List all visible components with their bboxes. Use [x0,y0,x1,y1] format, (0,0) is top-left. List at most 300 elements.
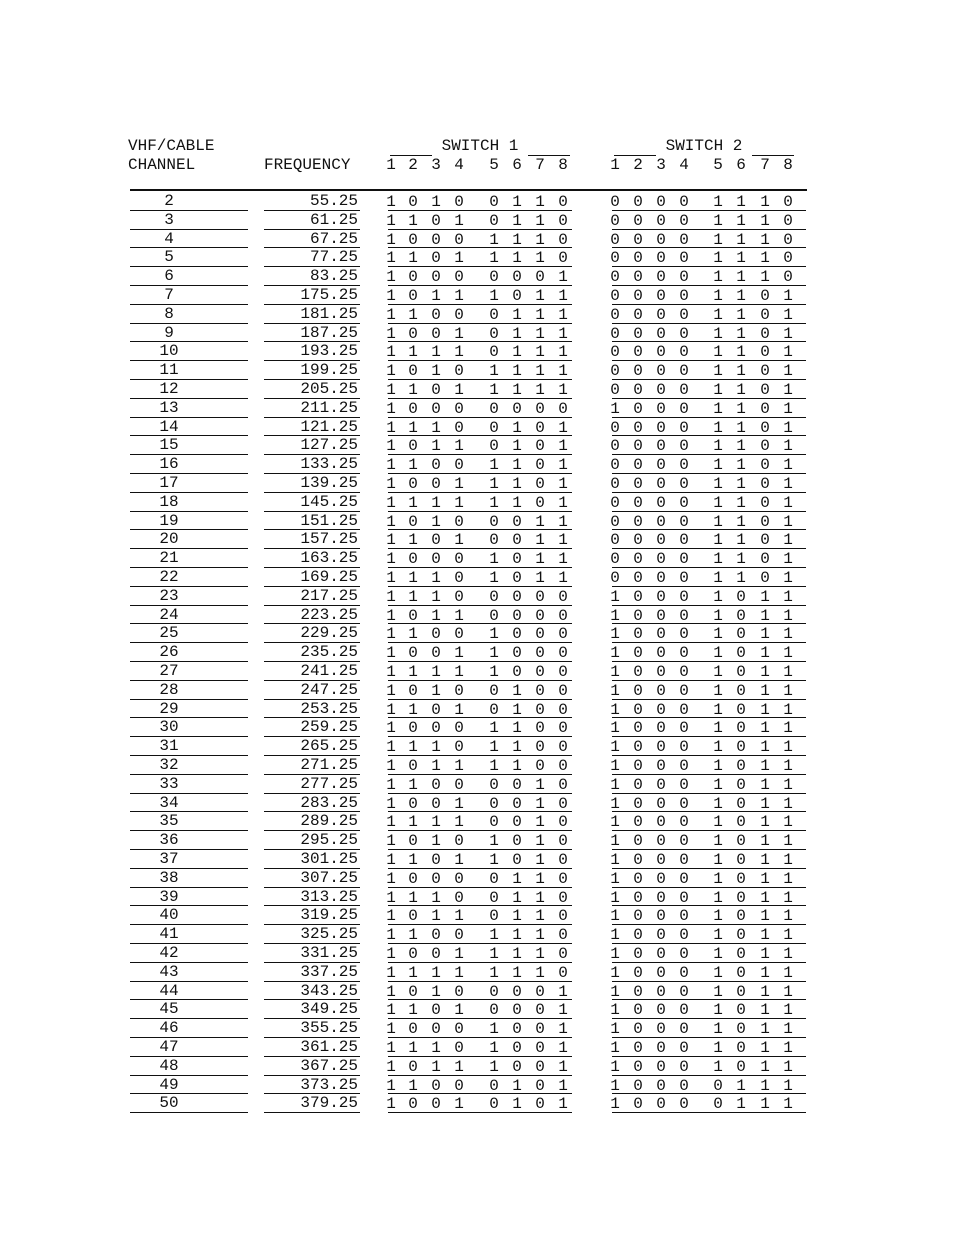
switch1-bit-4: 1 [454,813,464,832]
table-row [0,455,954,474]
frequency-cell: 343.25 [300,981,358,1000]
switch1-bit-2: 0 [408,230,418,249]
switch1-bit-7: 0 [535,700,545,719]
switch2-bit-6: 0 [736,1001,746,1020]
switch1-bit-2: 0 [408,324,418,343]
switch2-bit-1: 1 [610,1001,620,1020]
switch1-bit-1: 1 [386,926,396,945]
switch2-bit-1: 1 [610,851,620,869]
switch2-bit-3: 0 [656,1039,666,1057]
switch1-bit-2: 0 [408,550,418,569]
switch1-bit-8: 0 [558,869,568,888]
switch1-bit-6: 1 [512,230,522,249]
switch1-bit-7: 1 [535,531,545,550]
switch1-bit-5: 1 [489,926,499,945]
frequency-cell: 211.25 [300,398,358,417]
switch1-bit-4: 0 [454,719,464,738]
channel-cell: 34 [159,793,179,812]
switch1-bit-5: 1 [489,230,499,249]
switch2-bit-4: 0 [679,907,689,926]
channel-cell: 31 [159,737,179,756]
switch2-bit-1: 0 [610,550,620,569]
switch2-bit-7: 1 [760,945,770,963]
switch2-bit-5: 1 [713,418,723,437]
switch2-bit-7: 1 [760,813,770,832]
switch1-bit-3: 0 [431,700,441,719]
switch1-bit-1: 1 [386,738,396,757]
switch1-bit-4: 1 [454,1001,464,1020]
switch2-bit-2: 0 [633,1076,643,1095]
channel-cell: 48 [159,1056,179,1075]
switch1-bit-7: 0 [535,738,545,757]
switch1-bit-8: 1 [558,1057,568,1076]
channel-cell: 6 [164,267,174,286]
switch2-bit-6: 0 [736,832,746,851]
switch1-bit-2: 0 [408,719,418,738]
switch1-bit-2: 0 [408,757,418,775]
switch2-bit-5: 1 [713,512,723,531]
switch2-bit-5: 1 [713,926,723,945]
switch1-bit-5: 1 [489,362,499,381]
channel-cell: 7 [164,286,174,304]
switch2-bit-3: 0 [656,963,666,982]
switch1-bit-3: 1 [431,738,441,757]
switch1-bit-3: 0 [431,1076,441,1095]
switch1-bit-3: 0 [431,211,441,230]
switch1-bit-3: 0 [431,1001,441,1020]
switch2-bit-4: 0 [679,719,689,738]
switch2-bit-5: 1 [713,399,723,418]
switch1-bit-2: 0 [408,287,418,305]
table-row [0,681,954,700]
switch2-bit-1: 1 [610,587,620,606]
switch1-bit-1: 1 [386,719,396,738]
switch1-bit-6: 1 [512,381,522,399]
switch2-bit-1: 1 [610,1095,620,1114]
switch1-bit-6: 0 [512,399,522,418]
switch2-bit-1: 0 [610,569,620,587]
switch2-bit-2: 0 [633,738,643,757]
switch2-bit-6: 0 [736,963,746,982]
switch1-bit-5: 0 [489,888,499,907]
switch2-bit-7: 1 [760,775,770,794]
switch2-bit-6: 1 [736,287,746,305]
row-underline [612,1112,806,1113]
switch2-bit-6: 0 [736,625,746,644]
channel-cell: 20 [159,530,179,549]
switch2-bit-3: 0 [656,475,666,493]
switch2-bit-5: 1 [713,362,723,381]
switch2-bit-7: 0 [760,381,770,399]
switch1-bit-8: 0 [558,757,568,775]
switch1-bit-2: 0 [408,362,418,381]
switch1-bit-8: 0 [558,832,568,851]
switch1-bit-2: 1 [408,456,418,475]
switch2-bit-2: 0 [633,512,643,531]
switch2-bit-5: 1 [713,1020,723,1039]
switch2-bit-7: 0 [760,550,770,569]
frequency-cell: 277.25 [300,774,358,793]
switch1-bit-5: 1 [489,625,499,644]
switch2-bit-3: 0 [656,738,666,757]
switch1-bit-8: 0 [558,719,568,738]
switch2-bit-8: 1 [783,963,793,982]
frequency-cell: 77.25 [309,248,358,267]
switch1-bit-6: 1 [512,945,522,963]
table-row [0,944,954,963]
channel-cell: 17 [159,474,179,492]
switch1-bit-1: 1 [386,512,396,531]
switch2-bit-2: 0 [633,757,643,775]
switch2-bit-5: 1 [713,249,723,268]
switch1-bit-2: 1 [408,625,418,644]
switch2-bit-1: 1 [610,719,620,738]
switch1-bit-5: 1 [489,663,499,681]
channel-cell: 28 [159,680,179,699]
switch2-bit-7: 1 [760,268,770,287]
switch1-position-1: 1 [386,156,396,174]
switch1-bit-8: 1 [558,1001,568,1020]
switch2-bit-2: 0 [633,550,643,569]
switch2-position-7: 7 [760,156,770,174]
switch1-bit-1: 1 [386,869,396,888]
switch1-bit-4: 1 [454,663,464,681]
switch2-bit-4: 0 [679,324,689,343]
switch2-bit-1: 1 [610,1057,620,1076]
switch1-bit-6: 1 [512,305,522,324]
switch1-bit-8: 1 [558,475,568,493]
switch1-bit-6: 1 [512,493,522,512]
switch2-bit-1: 0 [610,437,620,456]
switch1-bit-8: 0 [558,738,568,757]
switch1-bit-2: 1 [408,1001,418,1020]
switch2-bit-7: 1 [760,1076,770,1095]
switch1-bit-4: 0 [454,193,464,211]
switch2-bit-3: 0 [656,211,666,230]
frequency-cell: 331.25 [300,944,358,962]
frequency-cell: 349.25 [300,1000,358,1019]
switch2-bit-3: 0 [656,644,666,663]
switch2-bit-6: 1 [736,437,746,456]
switch1-position-6: 6 [512,156,522,174]
switch1-bit-7: 1 [535,362,545,381]
switch2-bit-6: 0 [736,587,746,606]
switch1-bit-6: 0 [512,644,522,663]
switch1-bit-2: 0 [408,1020,418,1039]
switch1-bit-6: 1 [512,193,522,211]
switch2-bit-7: 1 [760,1001,770,1020]
switch2-bit-8: 1 [783,775,793,794]
switch2-bit-8: 0 [783,211,793,230]
switch2-bit-6: 0 [736,1039,746,1057]
switch2-bit-2: 0 [633,456,643,475]
switch2-bit-8: 1 [783,832,793,851]
frequency-cell: 337.25 [300,962,358,981]
switch2-bit-8: 1 [783,287,793,305]
switch1-bit-5: 1 [489,832,499,851]
switch2-bit-5: 1 [713,644,723,663]
table-row [0,512,954,531]
switch1-bit-5: 1 [489,851,499,869]
channel-cell: 49 [159,1075,179,1094]
switch2-bit-4: 0 [679,343,689,362]
switch1-bit-8: 0 [558,625,568,644]
switch2-bit-7: 0 [760,362,770,381]
switch1-bit-3: 1 [431,193,441,211]
switch2-bit-6: 0 [736,926,746,945]
switch2-bit-2: 0 [633,437,643,456]
switch1-bit-1: 1 [386,550,396,569]
switch2-bit-3: 0 [656,399,666,418]
switch1-bit-5: 1 [489,738,499,757]
switch1-bit-2: 0 [408,681,418,700]
switch1-bit-8: 1 [558,381,568,399]
switch2-bit-1: 0 [610,268,620,287]
switch2-bit-2: 0 [633,418,643,437]
table-row [0,888,954,907]
switch1-bit-7: 0 [535,982,545,1001]
switch1-bit-7: 1 [535,832,545,851]
switch1-bit-2: 0 [408,907,418,926]
switch2-bit-7: 1 [760,869,770,888]
switch1-bit-1: 1 [386,287,396,305]
switch1-bit-1: 1 [386,324,396,343]
switch2-bit-7: 0 [760,418,770,437]
frequency-cell: 193.25 [300,342,358,361]
switch1-bit-4: 1 [454,287,464,305]
switch1-bit-7: 1 [535,869,545,888]
switch2-bit-1: 0 [610,362,620,381]
switch1-bit-8: 0 [558,644,568,663]
frequency-cell: 55.25 [309,192,358,210]
switch1-bit-3: 1 [431,963,441,982]
switch1-bit-8: 0 [558,681,568,700]
switch2-bit-2: 0 [633,982,643,1001]
channel-cell: 8 [164,304,174,323]
switch1-bit-5: 0 [489,606,499,625]
switch1-bit-4: 1 [454,700,464,719]
frequency-cell: 181.25 [300,304,358,323]
switch1-bit-1: 1 [386,681,396,700]
frequency-cell: 139.25 [300,474,358,492]
switch2-bit-8: 1 [783,531,793,550]
row-underline [388,1112,572,1113]
switch2-bit-1: 0 [610,249,620,268]
switch1-bit-5: 0 [489,418,499,437]
channel-cell: 44 [159,981,179,1000]
switch2-bit-2: 0 [633,1020,643,1039]
switch1-bit-6: 1 [512,343,522,362]
switch1-bit-2: 1 [408,963,418,982]
channel-cell: 25 [159,624,179,643]
switch1-bit-4: 0 [454,625,464,644]
switch1-bit-8: 1 [558,343,568,362]
switch2-bit-8: 1 [783,475,793,493]
switch1-bit-4: 0 [454,362,464,381]
switch1-bit-4: 0 [454,1020,464,1039]
frequency-cell: 199.25 [300,361,358,380]
switch1-bit-2: 1 [408,343,418,362]
switch1-bit-3: 1 [431,362,441,381]
switch1-bit-7: 1 [535,569,545,587]
frequency-header: FREQUENCY [264,156,351,174]
switch2-bit-3: 0 [656,757,666,775]
switch1-bit-4: 0 [454,1039,464,1057]
channel-cell: 41 [159,925,179,944]
switch1-bit-8: 0 [558,700,568,719]
switch1-bit-6: 1 [512,926,522,945]
switch1-bit-4: 1 [454,794,464,813]
switch1-bit-6: 0 [512,512,522,531]
switch2-bit-7: 0 [760,512,770,531]
switch1-bit-8: 1 [558,569,568,587]
switch1-bit-1: 1 [386,381,396,399]
switch2-bit-4: 0 [679,681,689,700]
switch1-bit-8: 1 [558,1076,568,1095]
switch2-bit-2: 0 [633,531,643,550]
switch2-bit-2: 0 [633,963,643,982]
switch2-bit-4: 0 [679,587,689,606]
switch2-bit-6: 0 [736,681,746,700]
switch1-bit-4: 1 [454,963,464,982]
switch1-bit-1: 1 [386,249,396,268]
switch2-bit-1: 0 [610,418,620,437]
switch1-bit-3: 0 [431,945,441,963]
switch1-bit-2: 1 [408,249,418,268]
switch2-bit-4: 0 [679,493,689,512]
switch2-bit-4: 0 [679,888,689,907]
switch1-bit-3: 1 [431,982,441,1001]
switch2-bit-3: 0 [656,418,666,437]
switch1-bit-8: 1 [558,982,568,1001]
switch2-bit-5: 1 [713,907,723,926]
switch1-bit-2: 1 [408,926,418,945]
switch1-bit-6: 0 [512,775,522,794]
switch2-bit-6: 1 [736,381,746,399]
switch2-bit-7: 1 [760,907,770,926]
switch2-bit-3: 0 [656,625,666,644]
switch1-bit-7: 0 [535,268,545,287]
switch2-bit-8: 1 [783,437,793,456]
switch2-bit-4: 0 [679,1020,689,1039]
table-row [0,662,954,681]
switch1-bit-2: 0 [408,1095,418,1114]
switch2-bit-8: 1 [783,512,793,531]
switch1-bit-2: 0 [408,644,418,663]
switch2-bit-5: 1 [713,324,723,343]
switch2-bit-8: 1 [783,644,793,663]
switch2-bit-8: 1 [783,305,793,324]
switch1-position-2: 2 [408,156,418,174]
switch2-bit-7: 1 [760,926,770,945]
switch1-bit-1: 1 [386,757,396,775]
switch1-bit-4: 0 [454,832,464,851]
switch1-bit-1: 1 [386,945,396,963]
switch1-bit-5: 0 [489,775,499,794]
switch1-bit-6: 1 [512,719,522,738]
switch2-bit-6: 0 [736,775,746,794]
switch1-bit-2: 0 [408,268,418,287]
switch2-bit-6: 0 [736,794,746,813]
switch1-bit-2: 1 [408,381,418,399]
switch2-bit-4: 0 [679,738,689,757]
switch2-bit-2: 0 [633,399,643,418]
switch2-bit-7: 1 [760,249,770,268]
switch1-bit-8: 1 [558,268,568,287]
switch2-bit-6: 0 [736,945,746,963]
switch2-bit-6: 0 [736,813,746,832]
switch1-bit-4: 1 [454,531,464,550]
switch2-bit-4: 0 [679,606,689,625]
switch2-bit-7: 1 [760,663,770,681]
switch2-bit-3: 0 [656,569,666,587]
switch1-bit-3: 0 [431,1095,441,1114]
switch1-bit-3: 0 [431,249,441,268]
switch2-bit-7: 0 [760,531,770,550]
switch2-bit-1: 1 [610,399,620,418]
switch2-bit-7: 1 [760,193,770,211]
switch2-bit-6: 0 [736,869,746,888]
switch2-bit-2: 0 [633,493,643,512]
switch2-bit-3: 0 [656,305,666,324]
table-row [0,1057,954,1076]
switch2-title: SWITCH 2 [665,137,743,155]
channel-cell: 13 [159,398,179,417]
switch1-bit-3: 0 [431,719,441,738]
switch2-bit-8: 0 [783,249,793,268]
switch1-bit-3: 0 [431,869,441,888]
switch2-bit-7: 1 [760,211,770,230]
switch1-bit-6: 1 [512,907,522,926]
switch2-bit-7: 1 [760,1020,770,1039]
frequency-cell: 145.25 [300,492,358,511]
switch1-bit-1: 1 [386,832,396,851]
switch1-bit-3: 1 [431,437,441,456]
switch2-bit-8: 0 [783,230,793,249]
switch2-bit-5: 1 [713,832,723,851]
channel-header-line1: VHF/CABLE [128,137,215,155]
switch1-bit-8: 1 [558,550,568,569]
switch1-bit-4: 0 [454,399,464,418]
switch2-bit-4: 0 [679,569,689,587]
switch2-bit-3: 0 [656,587,666,606]
switch2-bit-1: 1 [610,982,620,1001]
switch2-bit-6: 1 [736,512,746,531]
switch2-bit-2: 0 [633,211,643,230]
switch2-bit-1: 1 [610,644,620,663]
switch1-bit-4: 1 [454,644,464,663]
switch1-bit-6: 1 [512,963,522,982]
switch1-bit-6: 0 [512,550,522,569]
switch2-bit-2: 0 [633,775,643,794]
switch1-bit-1: 1 [386,362,396,381]
switch1-bit-7: 0 [535,475,545,493]
switch1-bit-4: 0 [454,230,464,249]
switch1-bit-7: 0 [535,606,545,625]
switch2-bit-5: 1 [713,381,723,399]
switch1-bit-7: 1 [535,287,545,305]
switch1-bit-3: 1 [431,418,441,437]
switch1-bit-8: 0 [558,775,568,794]
switch2-bit-7: 1 [760,644,770,663]
switch2-bit-1: 0 [610,230,620,249]
switch1-bit-6: 0 [512,1001,522,1020]
switch2-bit-7: 0 [760,305,770,324]
switch2-bit-2: 0 [633,381,643,399]
switch2-bit-5: 1 [713,475,723,493]
switch2-bit-1: 0 [610,475,620,493]
switch1-bit-1: 1 [386,211,396,230]
